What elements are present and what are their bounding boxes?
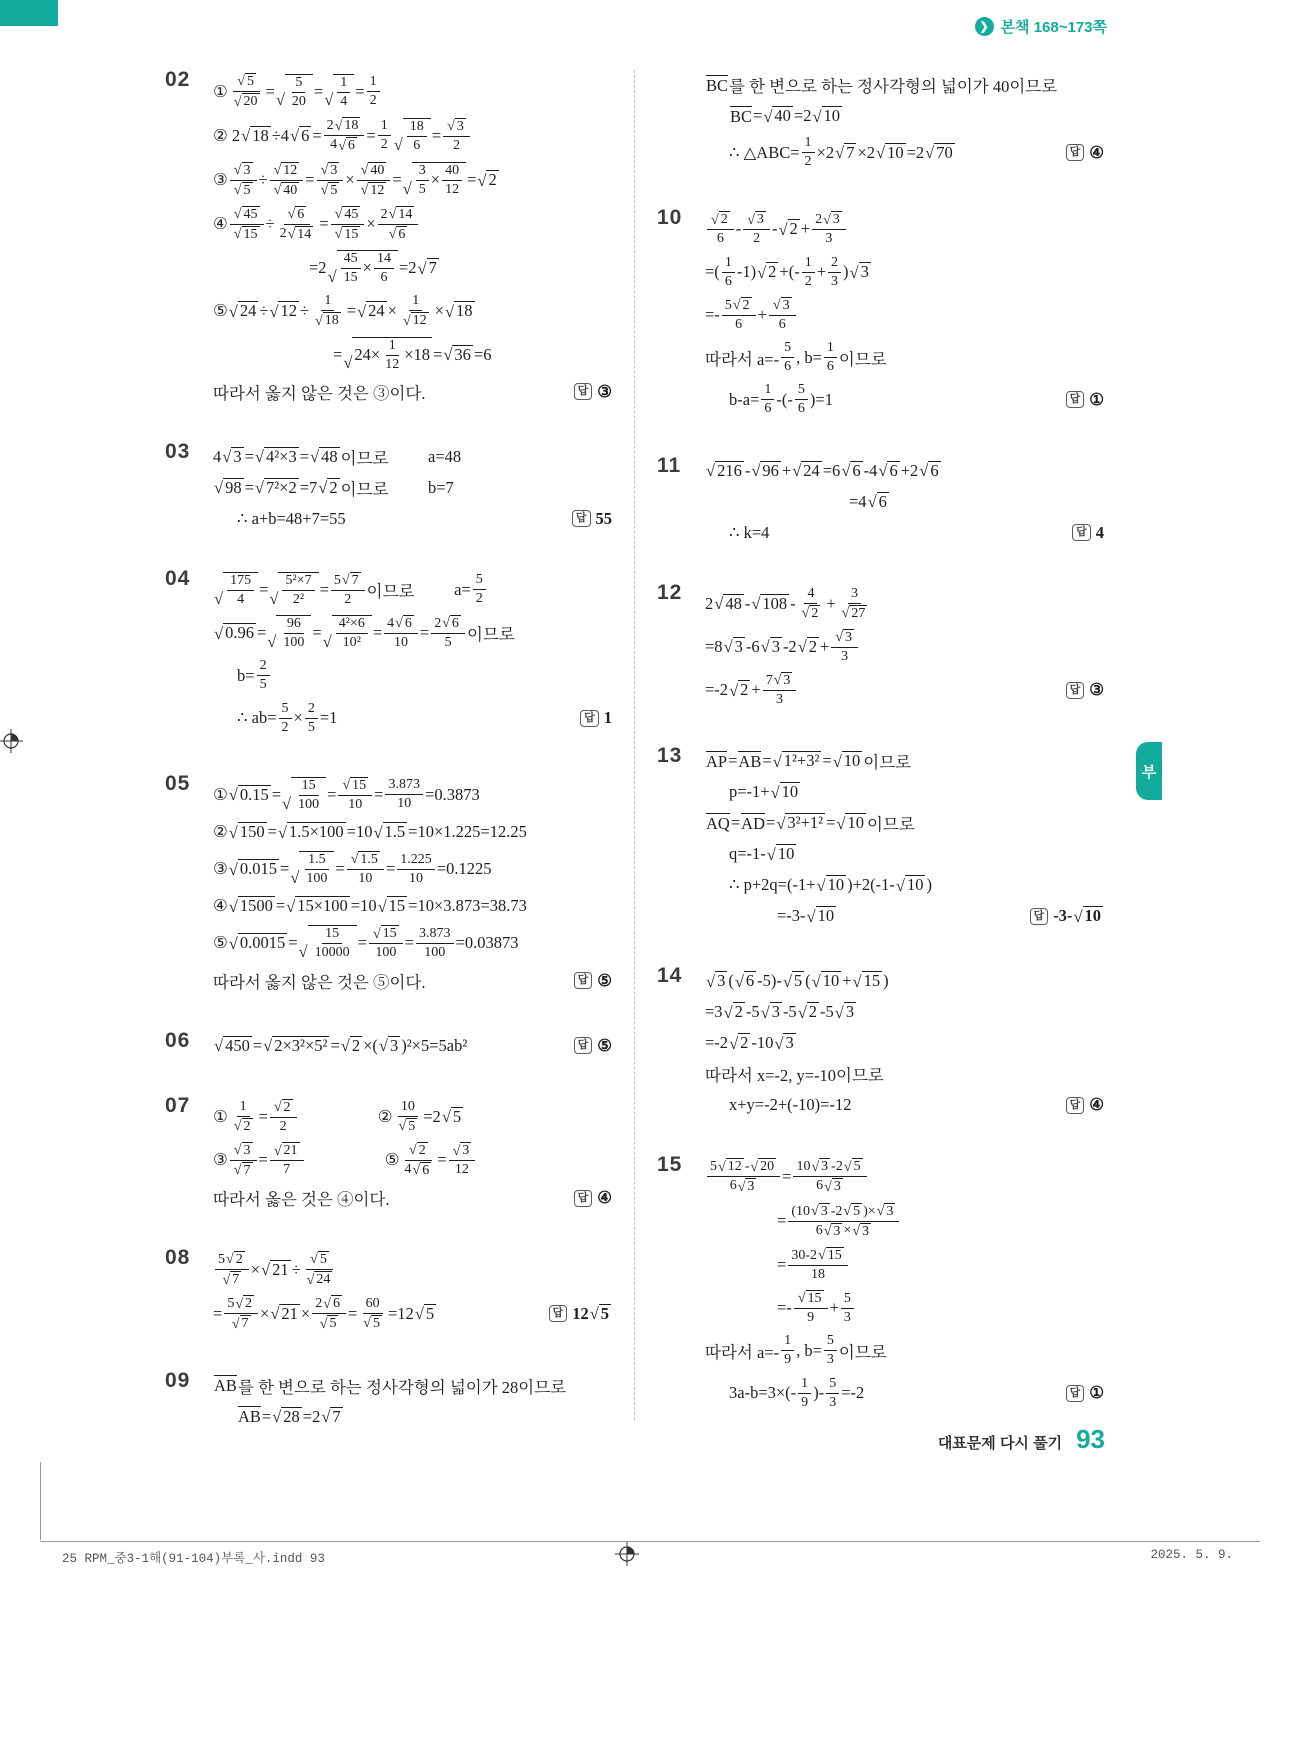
solution-line <box>213 1142 612 1179</box>
answer-badge <box>560 509 612 529</box>
math-expression: =8 √ 3 -6 √ 3 -2 √ 2 + √ 3 3 <box>705 629 860 665</box>
math-expression: AB = √ 28 =2 √ 7 <box>238 1406 341 1427</box>
solution-line <box>213 1405 612 1429</box>
math-expression: 따라서 a=- $\frac{5}{6}$ , b= $\frac{1}{6}$ 이므로 <box>705 340 887 375</box>
math-expression: = √ 24× $\frac{1}{12}$ ×18 = √ 36 =6 <box>333 337 492 373</box>
problem-solution <box>705 742 1104 935</box>
math-expression: =3 √ 2 -5 √ 3 -5 √ 2 -5 √ 3 <box>705 1002 855 1022</box>
answer-icon: 답 <box>574 972 593 989</box>
solution-line <box>213 162 612 199</box>
math-expression: = (10 √ 3 -2 √ 5 )× √ 3 6 √ 3 × √ 3 <box>777 1203 901 1240</box>
answer-value: ④ <box>1089 142 1104 162</box>
problem-solution <box>705 452 1104 552</box>
math-expression: x+y=-2+(-10)=-12 <box>729 1095 852 1115</box>
answer-value: -3- √ 10 <box>1053 906 1101 926</box>
problem-number: 05 <box>165 771 191 795</box>
solution-line <box>705 1203 1104 1240</box>
answer-icon: 답 <box>580 710 599 727</box>
answer-value: ③ <box>1089 680 1104 700</box>
problem-number: 11 <box>657 453 682 477</box>
solution-line <box>213 1374 612 1398</box>
answer-icon: 답 <box>549 1305 568 1322</box>
solution-line <box>705 459 1104 483</box>
answer-value: 1 <box>603 708 612 728</box>
answer-badge <box>562 1036 612 1056</box>
solution-line <box>705 490 1104 514</box>
answer-value: ⑤ <box>597 1035 612 1055</box>
column-right <box>657 66 1104 1463</box>
problem-number: 06 <box>165 1028 191 1052</box>
math-expression: 따라서 x=-2, y=-10이므로 <box>705 1066 884 1086</box>
problem-number: 04 <box>165 566 191 590</box>
problem-05 <box>165 770 612 1000</box>
solution-line <box>705 135 1104 170</box>
problem-solution <box>213 1367 612 1436</box>
problem-06 <box>165 1027 612 1065</box>
math-expression: =4 √ 6 <box>849 491 887 512</box>
print-footer-date: 2025. 5. 9. <box>1150 1548 1233 1562</box>
solution-line <box>705 340 1104 375</box>
solution-line <box>705 211 1104 247</box>
solution-line <box>213 615 612 651</box>
math-expression: √ 2 6 - √ 3 2 - √ 2 + 2 √ 3 3 <box>705 211 848 247</box>
solution-line <box>705 811 1104 835</box>
solution-line <box>213 337 612 373</box>
problem-solution <box>705 962 1104 1124</box>
answer-icon: 답 <box>1066 391 1085 408</box>
solution-line <box>213 507 612 531</box>
solution-line <box>705 382 1104 417</box>
math-expression: ⑤ √ 24 ÷ √ 12 ÷ 1 √ 18 = √ 24 × 1 √ 12 × √ 18 <box>213 293 473 329</box>
solution-line <box>213 250 612 286</box>
math-expression: b= $\frac{2}{5}$ <box>237 658 272 693</box>
math-expression: = 30-2 √ 15 18 <box>777 1247 850 1283</box>
answer-badge <box>568 708 612 728</box>
page-number: 93 <box>1076 1424 1105 1454</box>
answer-icon: 답 <box>1066 144 1085 161</box>
answer-value: 12 √ 5 <box>572 1303 609 1324</box>
math-expression: BC 를 한 변으로 하는 정사각형의 넓이가 40이므로 <box>706 75 1058 96</box>
solution-line <box>213 851 612 887</box>
problem-solution <box>213 565 612 743</box>
problem-solution <box>213 1092 612 1218</box>
solution-line <box>705 104 1104 128</box>
side-tab: 부 <box>1136 742 1162 800</box>
solution-line <box>705 1290 1104 1326</box>
math-expression: AQ = AD = √ 3²+1² = √ 10 이므로 <box>706 813 915 835</box>
solution-line <box>213 1295 612 1332</box>
problem-solution <box>705 66 1104 177</box>
math-expression: =- √ 15 9 + $\frac{5}{3}$ <box>777 1290 856 1326</box>
solution-line <box>705 1062 1104 1086</box>
solution-line <box>705 1000 1104 1024</box>
answer-value: 55 <box>595 508 612 528</box>
answer-value: 4 <box>1095 522 1104 542</box>
solution-line <box>705 1158 1104 1195</box>
answer-icon: 답 <box>1066 682 1085 699</box>
solution-line <box>213 73 612 110</box>
problem-02 <box>165 66 612 411</box>
print-footer-filename: 25 RPM_중3-1해(91-104)부록_사.indd 93 <box>62 1552 325 1566</box>
math-expression: 5 √ 2 √ 7 × √ 21 ÷ √ 5 √ 24 <box>213 1251 338 1288</box>
solution-line <box>213 820 612 844</box>
problem-solution <box>705 1151 1104 1418</box>
problem-solution <box>705 204 1104 424</box>
solution-line <box>705 521 1104 545</box>
math-expression: ③ √ 3 √ 5 ÷ √ 12 √ 40 = √ 3 √ 5 × √ 40 √ 12 = √ $\frac{3}{5}$ × $\frac{40}{12}$ = √ 2 <box>213 162 497 199</box>
solution-line <box>213 777 612 813</box>
math-expression: 2 √ 48 - √ 108 - 4 √ 2 + 3 √ 27 <box>705 585 866 622</box>
solution-line <box>213 701 612 736</box>
solution-line <box>705 1376 1104 1411</box>
math-expression: 따라서 옳지 않은 것은 ⑤이다. <box>213 972 426 992</box>
math-expression: =- 5 √ 2 6 + √ 3 6 <box>705 297 798 333</box>
problem-continuation <box>657 66 1104 177</box>
problem-10 <box>657 204 1104 424</box>
solution-line <box>705 780 1104 804</box>
math-expression: ② √ 150 = √ 1.5×100 =10 √ 1.5 =10×1.225=12.25 <box>213 822 527 842</box>
math-expression: ∴ p+2q=(-1+ √ 10 )+2(-1- √ 10 ) <box>729 875 932 895</box>
solution-line <box>213 1034 612 1058</box>
solution-line <box>213 380 612 404</box>
problem-number: 03 <box>165 439 191 463</box>
answer-value: ① <box>1089 1383 1104 1403</box>
math-expression: √ 3 ( √ 6 -5)- √ 5 ( √ 10 + √ 15 ) <box>706 971 889 991</box>
answer-badge <box>1018 906 1104 926</box>
problem-number: 12 <box>657 580 683 604</box>
solution-line <box>213 1251 612 1288</box>
header-page-ref <box>975 16 1107 37</box>
corner-accent-block <box>0 0 58 26</box>
problem-11 <box>657 452 1104 552</box>
problem-08 <box>165 1244 612 1340</box>
problem-solution <box>213 1027 612 1065</box>
math-expression: ① √ 5 √ 20 = √ $\frac{5}{20}$ = √ $\frac{1}{4}$ = $\frac{1}{2}$ <box>213 73 382 110</box>
solution-line <box>213 1099 612 1135</box>
solution-line <box>213 1186 612 1210</box>
solution-line <box>705 969 1104 993</box>
math-expression: √ $\frac{175}{4}$ = √ $\frac{\text{5²×7}}{\text{2²}}$ = 5 √ 7 2 이므로 a= $\frac{5}{2}$ <box>213 572 488 608</box>
problem-number: 14 <box>657 964 683 988</box>
problem-number: 08 <box>165 1246 191 1269</box>
math-expression: b-a= $\frac{1}{6}$ -(- $\frac{5}{6}$ )=1 <box>729 382 833 417</box>
math-expression: ∴ a+b=48+7=55 <box>237 508 346 528</box>
arrow-circle-icon: ❯ <box>975 17 994 36</box>
header-page-ref-label: 본책 168~173쪽 <box>1000 19 1107 36</box>
problem-03 <box>165 438 612 538</box>
problem-number: 02 <box>165 68 191 91</box>
problem-09 <box>165 1367 612 1436</box>
answer-icon: 답 <box>1066 1097 1085 1114</box>
crop-mark-line <box>40 1462 41 1540</box>
solution-line <box>705 629 1104 665</box>
math-expression: 5 √ 12 - √ 20 6 √ 3 = 10 √ 3 -2 √ 5 6 √ 3 <box>705 1158 869 1195</box>
problem-solution <box>705 579 1104 716</box>
answer-badge <box>562 382 612 402</box>
registration-mark-icon <box>0 728 24 754</box>
problem-number <box>657 66 705 177</box>
math-expression: √ 450 = √ 2×3²×5² = √ 2 ×( √ 3 )²×5=5ab² <box>214 1035 468 1056</box>
problem-solution <box>213 66 612 411</box>
math-expression: BC = √ 40 =2 √ 10 <box>730 106 841 126</box>
problem-solution <box>213 438 612 538</box>
problem-number: 09 <box>165 1368 191 1392</box>
answer-icon: 답 <box>1030 908 1049 925</box>
math-expression: ② 2 √ 18 ÷4 √ 6 = 2 √ 18 4 √ 6 = $\frac{1}{2}$ √ $\frac{18}{6}$ = √ 3 2 <box>213 117 472 154</box>
math-expression: p=-1+ √ 10 <box>729 782 799 802</box>
solution-line <box>705 73 1104 97</box>
registration-mark-icon <box>614 1541 640 1567</box>
solution-line <box>705 672 1104 708</box>
solution-line <box>213 117 612 154</box>
footer-rule <box>40 1541 1260 1542</box>
solution-line <box>705 255 1104 290</box>
answer-value: ④ <box>1089 1095 1104 1115</box>
problem-12 <box>657 579 1104 716</box>
solution-line <box>213 476 612 500</box>
solution-line <box>705 1247 1104 1283</box>
solution-line <box>213 206 612 243</box>
solution-line <box>705 842 1104 866</box>
math-expression: ∴ k=4 <box>729 522 770 542</box>
math-expression: ① 1 √ 2 = √ 2 2 ② 10 √ 5 =2 √ 5 <box>213 1098 462 1135</box>
answer-value: ④ <box>597 1188 612 1207</box>
math-expression: =-2 √ 2 -10 √ 3 <box>705 1033 794 1053</box>
answer-icon: 답 <box>574 1190 593 1207</box>
problem-solution <box>213 770 612 1000</box>
solution-line <box>705 904 1104 928</box>
problem-14 <box>657 962 1104 1124</box>
answer-badge <box>1054 1383 1104 1403</box>
math-expression: =2 √ $\frac{45}{15}$ × $\frac{14}{6}$ =2 √ 7 <box>309 251 437 286</box>
answer-icon: 답 <box>574 383 593 400</box>
math-expression: ③ √ 3 √ 7 = √ 21 7 ⑤ √ 2 4 √ 6 = √ 3 12 <box>213 1142 477 1179</box>
section-footer <box>938 1424 1105 1455</box>
math-expression: ⑤ √ 0.0015 = √ $\frac{15}{10000}$ = √ 15 100 = $\frac{3.873}{100}$ =0.03873 <box>213 925 519 962</box>
math-expression: = 5 √ 2 √ 7 × √ 21 × 2 √ 6 √ 5 = 60 √ 5 =12 √ 5 <box>213 1295 435 1332</box>
solution-line <box>705 586 1104 622</box>
math-expression: ① √ 0.15 = √ $\frac{15}{100}$ = √ 15 10 = $\frac{3.873}{10}$ =0.3873 <box>213 777 480 813</box>
math-expression: ④ √ 1500 = √ 15×100 =10 √ 15 =10×3.873=38.73 <box>213 896 527 916</box>
math-expression: √ 216 - √ 96 + √ 24 =6 √ 6 -4 √ 6 +2 √ 6 <box>706 460 939 481</box>
column-divider <box>634 70 635 1420</box>
math-expression: 따라서 a=- $\frac{1}{9}$ , b= $\frac{5}{3}$ 이므로 <box>705 1333 887 1368</box>
problem-number: 15 <box>657 1153 683 1177</box>
problem-07 <box>165 1092 612 1218</box>
solution-line <box>213 969 612 993</box>
math-expression: √ 98 = √ 7²×2 =7 √ 2 이므로 b=7 <box>214 477 454 499</box>
problem-number: 10 <box>657 206 683 230</box>
solution-line <box>705 1333 1104 1368</box>
answer-badge <box>562 971 612 991</box>
math-expression: ∴ △ABC= $\frac{1}{2}$ ×2 √ 7 ×2 √ 10 =2 √ 70 <box>729 135 953 170</box>
math-expression: 4 √ 3 = √ 4²×3 = √ 48 이므로 a=48 <box>213 446 462 468</box>
solution-line <box>705 749 1104 773</box>
solution-line <box>705 873 1104 897</box>
math-expression: ③ √ 0.015 = √ $\frac{1.5}{100}$ = √ 1.5 10 = $\frac{1.225}{10}$ =0.1225 <box>213 851 492 887</box>
answer-value: ① <box>1089 389 1104 409</box>
answer-icon: 답 <box>572 510 591 527</box>
section-footer-label: 대표문제 다시 풀기 <box>937 1435 1063 1452</box>
solution-line <box>213 445 612 469</box>
answer-badge <box>1060 523 1104 543</box>
solution-line <box>213 925 612 961</box>
math-expression: 따라서 옳은 것은 ④이다. <box>213 1190 390 1209</box>
math-expression: ∴ ab= $\frac{5}{2}$ × $\frac{2}{5}$ =1 <box>237 700 338 735</box>
solution-line <box>705 1031 1104 1055</box>
column-left <box>165 66 612 1463</box>
answer-badge <box>1054 680 1104 700</box>
math-expression: 따라서 옳지 않은 것은 ③이다. <box>213 383 426 403</box>
answer-badge <box>1054 143 1104 163</box>
answer-badge <box>562 1188 612 1208</box>
solution-line <box>213 293 612 329</box>
problem-number: 07 <box>165 1093 191 1117</box>
solution-line <box>213 894 612 918</box>
solution-columns <box>165 66 1105 1463</box>
solution-line <box>213 658 612 693</box>
math-expression: =-3- √ 10 <box>777 906 835 926</box>
problem-number: 13 <box>657 744 683 768</box>
solution-line <box>213 572 612 608</box>
answer-value: ③ <box>597 381 612 401</box>
answer-icon: 답 <box>1066 1385 1085 1402</box>
answer-icon: 답 <box>574 1037 593 1054</box>
answer-badge <box>1054 1095 1104 1115</box>
math-expression: ④ √ 45 √ 15 ÷ √ 6 2 √ 14 = √ 45 √ 15 × 2 √ 14 √ 6 <box>213 206 420 243</box>
problem-13 <box>657 742 1104 935</box>
answer-value: ⑤ <box>597 970 612 990</box>
solution-line <box>705 297 1104 333</box>
answer-badge <box>537 1304 612 1324</box>
math-expression: AP = AB = √ 1²+3² = √ 10 이므로 <box>706 751 912 773</box>
math-expression: √ 0.96 = √ $\frac{96}{100}$ = √ $\frac{\text{4²×6}}{\text{10²}}$ = 4 √ 6 10 = 2 √ 6 5 이므로 <box>214 616 515 651</box>
problem-solution <box>213 1244 612 1340</box>
math-expression: =-2 √ 2 + 7 √ 3 3 <box>705 672 798 708</box>
problem-15 <box>657 1151 1104 1418</box>
math-expression: AB 를 한 변으로 하는 정사각형의 넓이가 28이므로 <box>214 1376 567 1397</box>
answer-icon: 답 <box>1072 524 1091 541</box>
math-expression: 3a-b=3×(- $\frac{1}{9}$ )- $\frac{5}{3}$ =-2 <box>729 1375 865 1410</box>
answer-badge <box>1054 390 1104 410</box>
solution-line <box>705 1093 1104 1117</box>
math-expression: q=-1- √ 10 <box>729 844 795 864</box>
math-expression: =( $\frac{1}{6}$ -1) √ 2 +(- $\frac{1}{2}$ + $\frac{2}{3}$ ) √ 3 <box>705 254 869 289</box>
problem-04 <box>165 565 612 743</box>
